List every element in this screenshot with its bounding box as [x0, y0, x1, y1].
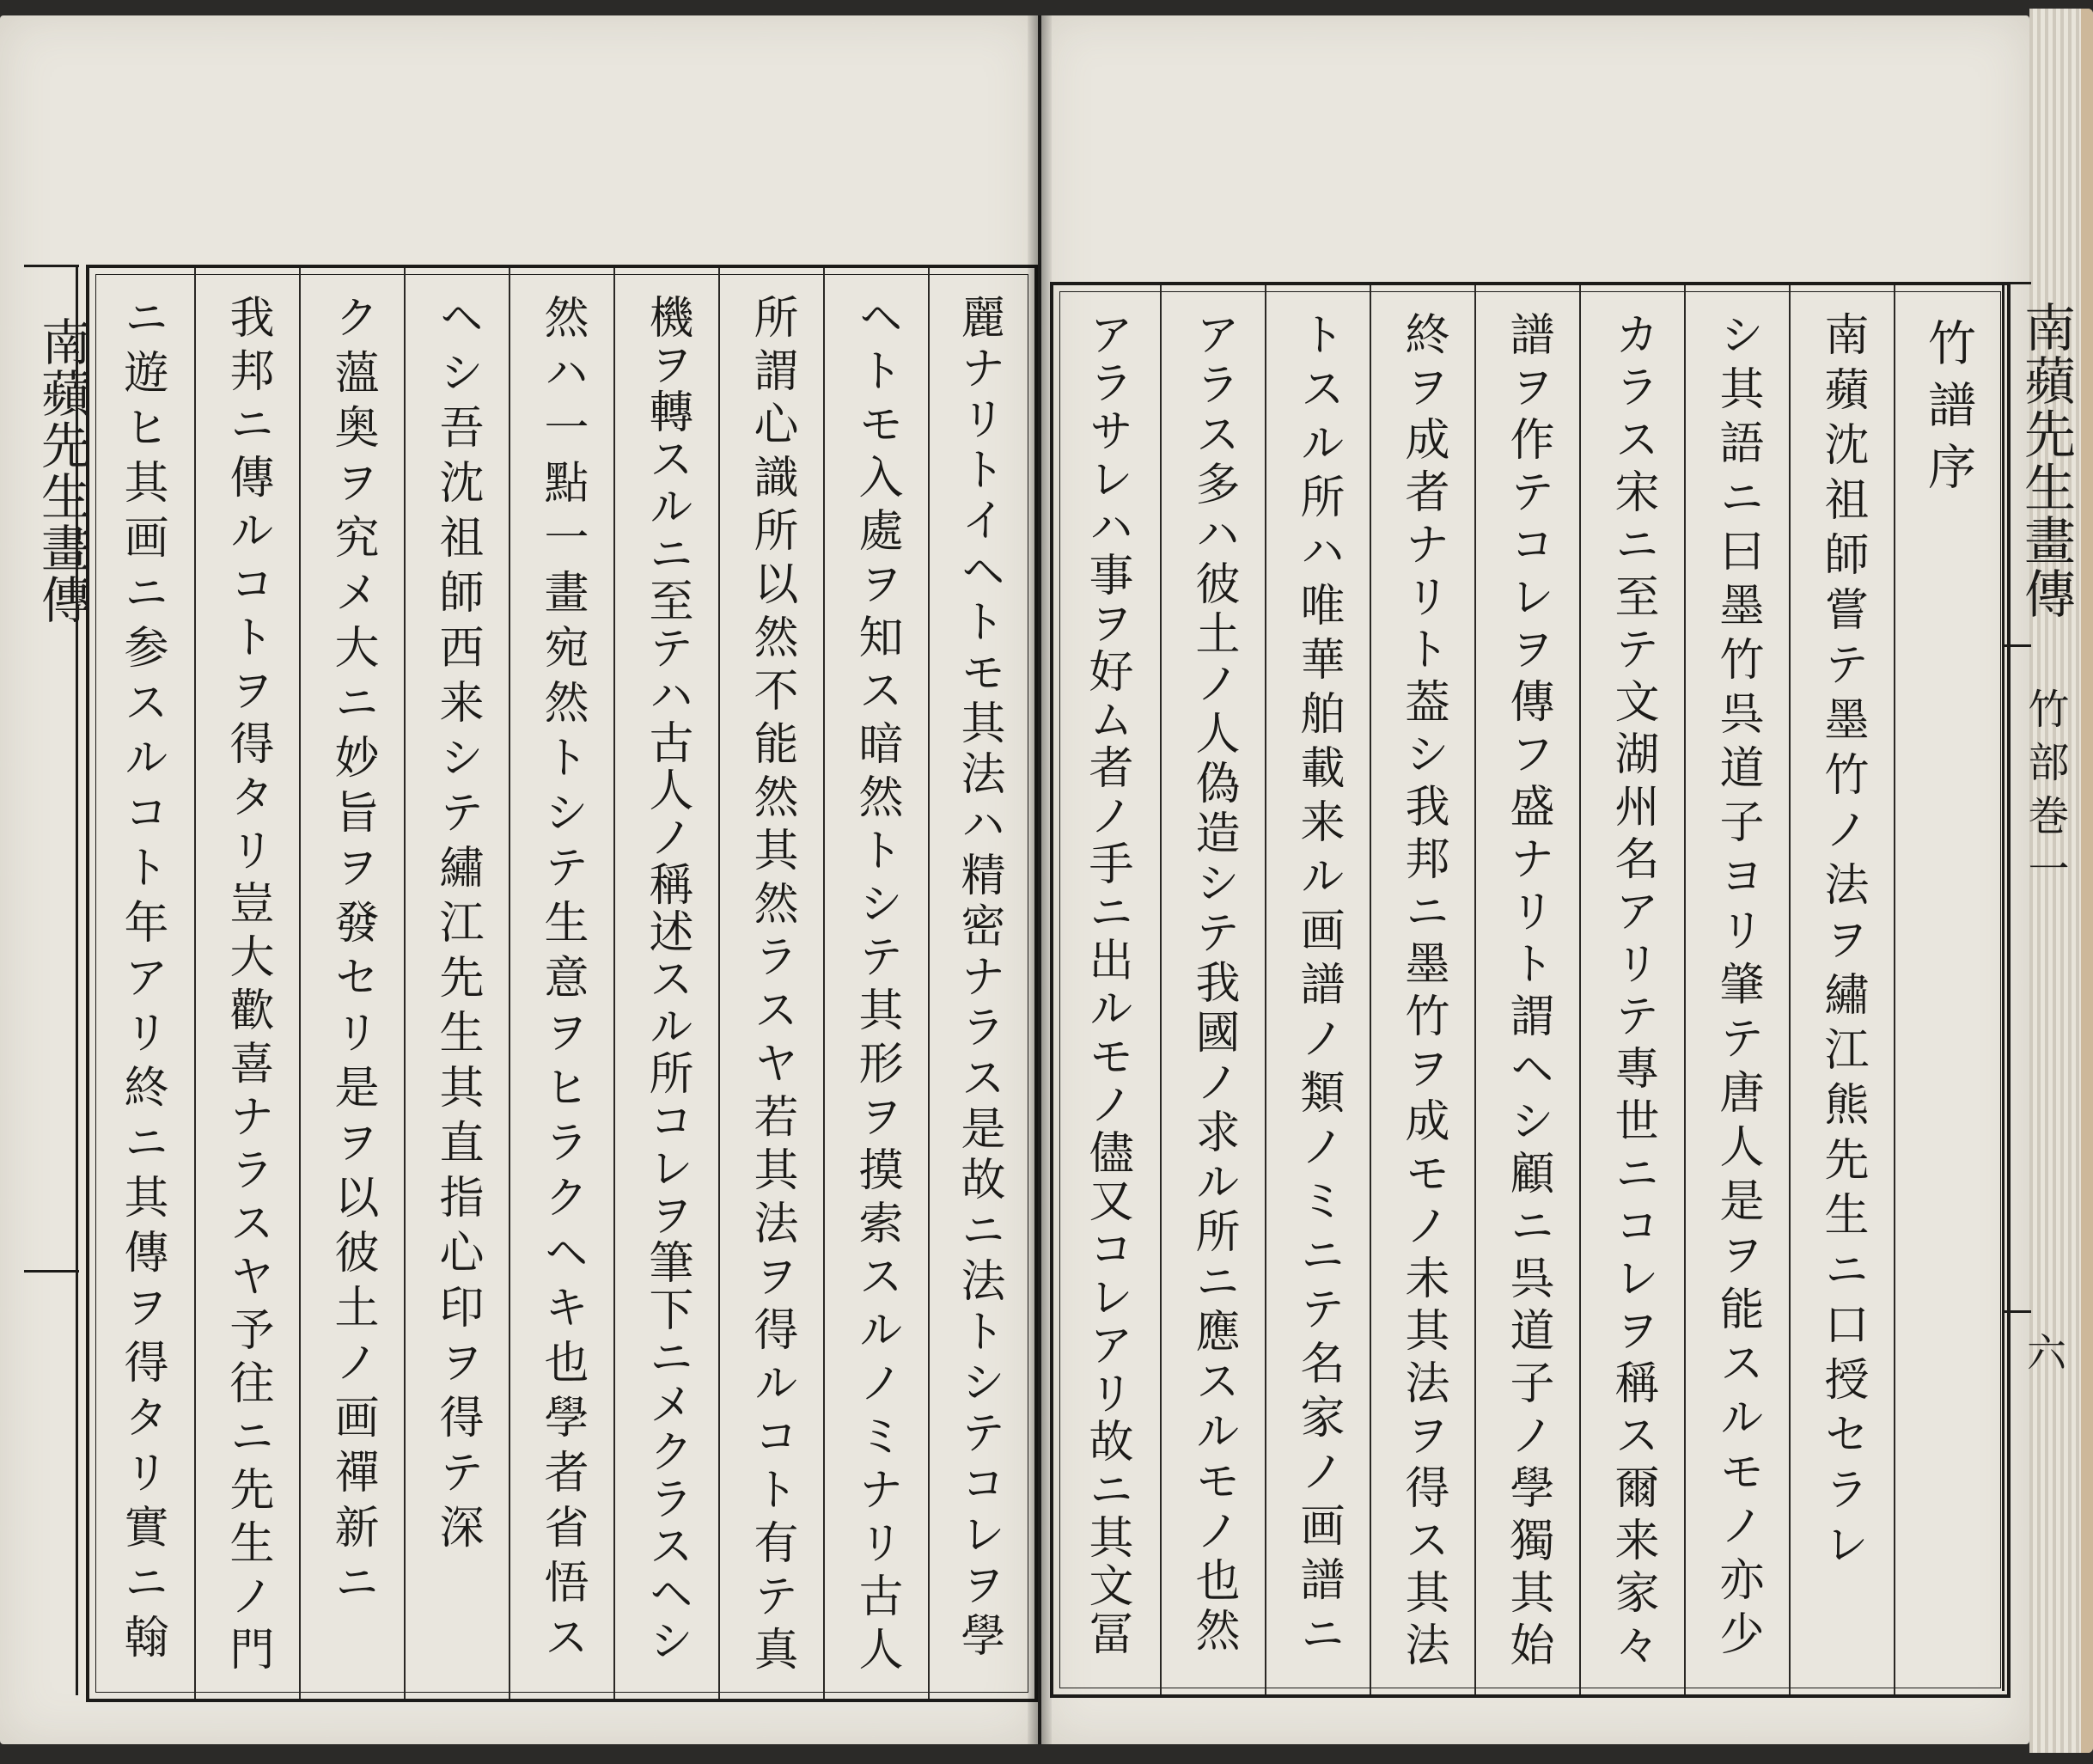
column-text: 機ヲ轉スルニ至テハ古人ノ稱述スル所コレヲ筆下ニメクラスヘシ — [641, 294, 693, 1664]
hashira-mid-rule — [24, 1270, 79, 1273]
column-text: 終ヲ成者ナリト葢シ我邦ニ墨竹ヲ成モノ未其法ヲ得ス其法 — [1397, 311, 1449, 1674]
text-column — [1579, 285, 1684, 1694]
page-number: 六 — [2021, 1332, 2067, 1371]
text-column — [1789, 285, 1894, 1694]
text-column — [194, 268, 299, 1699]
column-text: アラサレハ事ヲ好ム者ノ手ニ出ルモノ儘又コレアリ故ニ其文冨 — [1081, 311, 1132, 1658]
text-column — [404, 268, 509, 1699]
text-column — [928, 268, 1028, 1699]
text-column — [89, 268, 194, 1699]
column-text: ク薀奥ヲ究メ大ニ妙旨ヲ發セリ是ヲ以彼土ノ画禪新ニ — [326, 294, 378, 1614]
column-text: 所謂心識所以然不能然其然ラスヤ若其法ヲ得ルコト有テ真 — [746, 294, 797, 1679]
column-text: ヘトモ入處ヲ知ス暗然トシテ其形ヲ摸索スルノミナリ古人 — [851, 294, 902, 1679]
text-column — [1053, 285, 1160, 1694]
column-text: トスル所ハ唯華舶載来ル画譜ノ類ノミニテ名家ノ画譜ニ — [1292, 311, 1344, 1664]
left-page — [0, 15, 1038, 1744]
text-column — [1265, 285, 1370, 1694]
column-text: ニ遊ヒ其画ニ参スルコト年アリ終ニ其傳ヲ得タリ實ニ翰 — [116, 294, 168, 1669]
text-column — [613, 268, 718, 1699]
section-label: 竹部巻一 — [2021, 687, 2069, 900]
column-text: 麗ナリトイヘトモ其法ハ精密ナラス是故ニ法トシテコレヲ學 — [953, 294, 1004, 1663]
column-text: ヘシ吾沈祖師西来シテ繡江先生其直指心印ヲ得テ深 — [431, 294, 483, 1559]
text-column — [299, 268, 404, 1699]
hashira-low-rule — [2002, 1310, 2031, 1313]
hashira-top-rule — [2002, 282, 2031, 284]
column-text: シ其語ニ曰墨竹呉道子ヨリ肇テ唐人是ヲ能スルモノ亦少 — [1712, 311, 1763, 1664]
left-text-frame — [86, 265, 1038, 1702]
text-column — [1160, 285, 1265, 1694]
column-text: 然ハ一點一畫宛然トシテ生意ヲヒラクヘキ也學者省悟ス — [536, 294, 588, 1669]
section-title: 竹譜序 — [1920, 318, 1976, 504]
hashira-rule — [2002, 282, 2005, 1691]
section-title-column — [1894, 285, 2000, 1694]
hashira-top-rule — [24, 265, 79, 267]
text-column — [1370, 285, 1474, 1694]
text-column — [509, 268, 613, 1699]
column-text: アラス多ハ彼土ノ人偽造シテ我國ノ求ル所ニ應スルモノ也然 — [1187, 311, 1239, 1657]
column-text: カラス宋ニ至テ文湖州名アリテ專世ニコレヲ稱ス爾来家々 — [1607, 311, 1658, 1674]
column-text: 譜ヲ作テコレヲ傳フ盛ナリト謂ヘシ顧ニ呉道子ノ學獨其始 — [1502, 311, 1553, 1674]
text-column — [1684, 285, 1789, 1694]
right-hashira-title: 南蘋先生畫傳 — [2016, 301, 2076, 620]
column-text: 我邦ニ傳ルコトヲ得タリ豈大歡喜ナラスヤ予往ニ先生ノ門 — [222, 294, 273, 1679]
column-text: 南蘋沈祖師嘗テ墨竹ノ法ヲ繡江熊先生ニ口授セラレ — [1816, 311, 1868, 1576]
text-column — [718, 268, 823, 1699]
right-text-frame — [1050, 282, 2011, 1698]
text-column — [823, 268, 928, 1699]
text-column — [1474, 285, 1579, 1694]
book-gutter — [1028, 15, 1052, 1744]
left-hashira-title: 南蘋先生畫傳 — [33, 316, 91, 626]
hashira-mid-rule — [2002, 644, 2031, 647]
